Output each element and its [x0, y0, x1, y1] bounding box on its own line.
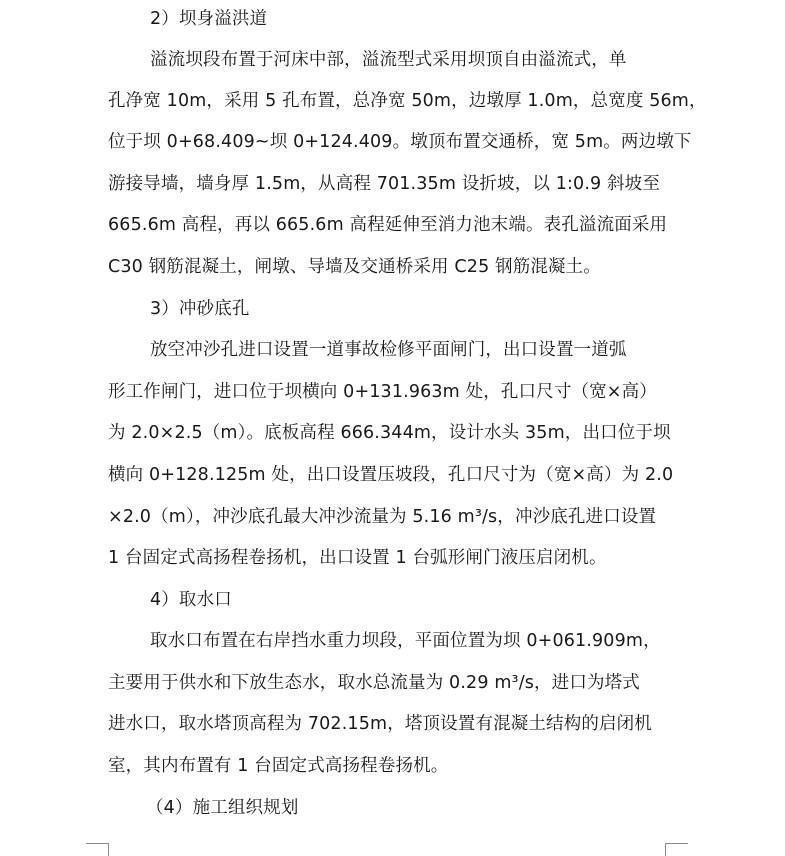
paragraph-line: 室，其内布置有 1 台固定式高扬程卷扬机。 [108, 756, 449, 776]
paragraph-line: 横向 0+128.125m 处，出口设置压坡段，孔口尺寸为（宽×高）为 2.0 [108, 465, 674, 485]
paragraph-line: 主要用于供水和下放生态水，取水总流量为 0.29 m³/s，进口为塔式 [108, 673, 640, 693]
paragraph-line: C30 钢筋混凝土，闸墩、导墙及交通桥采用 C25 钢筋混凝土。 [108, 257, 601, 277]
paragraph-line: 孔净宽 10m，采用 5 孔布置，总净宽 50m，边墩厚 1.0m，总宽度 56m， [108, 91, 707, 111]
paragraph-line: 进水口，取水塔顶高程为 702.15m，塔顶设置有混凝土结构的启闭机 [108, 714, 652, 734]
section-heading-spillway: 2）坝身溢洪道 [150, 9, 268, 29]
paragraph-line: 溢流坝段布置于河床中部，溢流型式采用坝顶自由溢流式，单 [150, 50, 627, 70]
paragraph-line: ×2.0（m），冲沙底孔最大冲沙流量为 5.16 m³/s，冲沙底孔进口设置 [108, 507, 657, 527]
section-heading-intake: 4）取水口 [150, 590, 232, 610]
paragraph-line: 形工作闸门，进口位于坝横向 0+131.963m 处，孔口尺寸（宽×高） [108, 382, 657, 402]
page-margin-marker-right [665, 843, 688, 856]
paragraph-line: 取水口布置在右岸挡水重力坝段，平面位置为坝 0+061.909m， [150, 631, 661, 651]
section-heading-sluice: 3）冲砂底孔 [150, 299, 250, 319]
paragraph-line: 放空冲沙孔进口设置一道事故检修平面闸门，出口设置一道弧 [150, 340, 627, 360]
paragraph-line: 为 2.0×2.5（m）。底板高程 666.344m，设计水头 35m，出口位于坝 [108, 423, 671, 443]
page-margin-marker-left [86, 843, 109, 856]
paragraph-line: 665.6m 高程，再以 665.6m 高程延伸至消力池末端。表孔溢流面采用 [108, 215, 668, 235]
paragraph-line: 1 台固定式高扬程卷扬机，出口设置 1 台弧形闸门液压启闭机。 [108, 548, 607, 568]
paragraph-line: 位于坝 0+68.409~坝 0+124.409。墩顶布置交通桥，宽 5m。两边墩下 [108, 132, 692, 152]
paragraph-line: 游接导墙，墙身厚 1.5m，从高程 701.35m 设折坡，以 1:0.9 斜坡至 [108, 174, 660, 194]
section-heading-construction: （4）施工组织规划 [146, 798, 299, 818]
